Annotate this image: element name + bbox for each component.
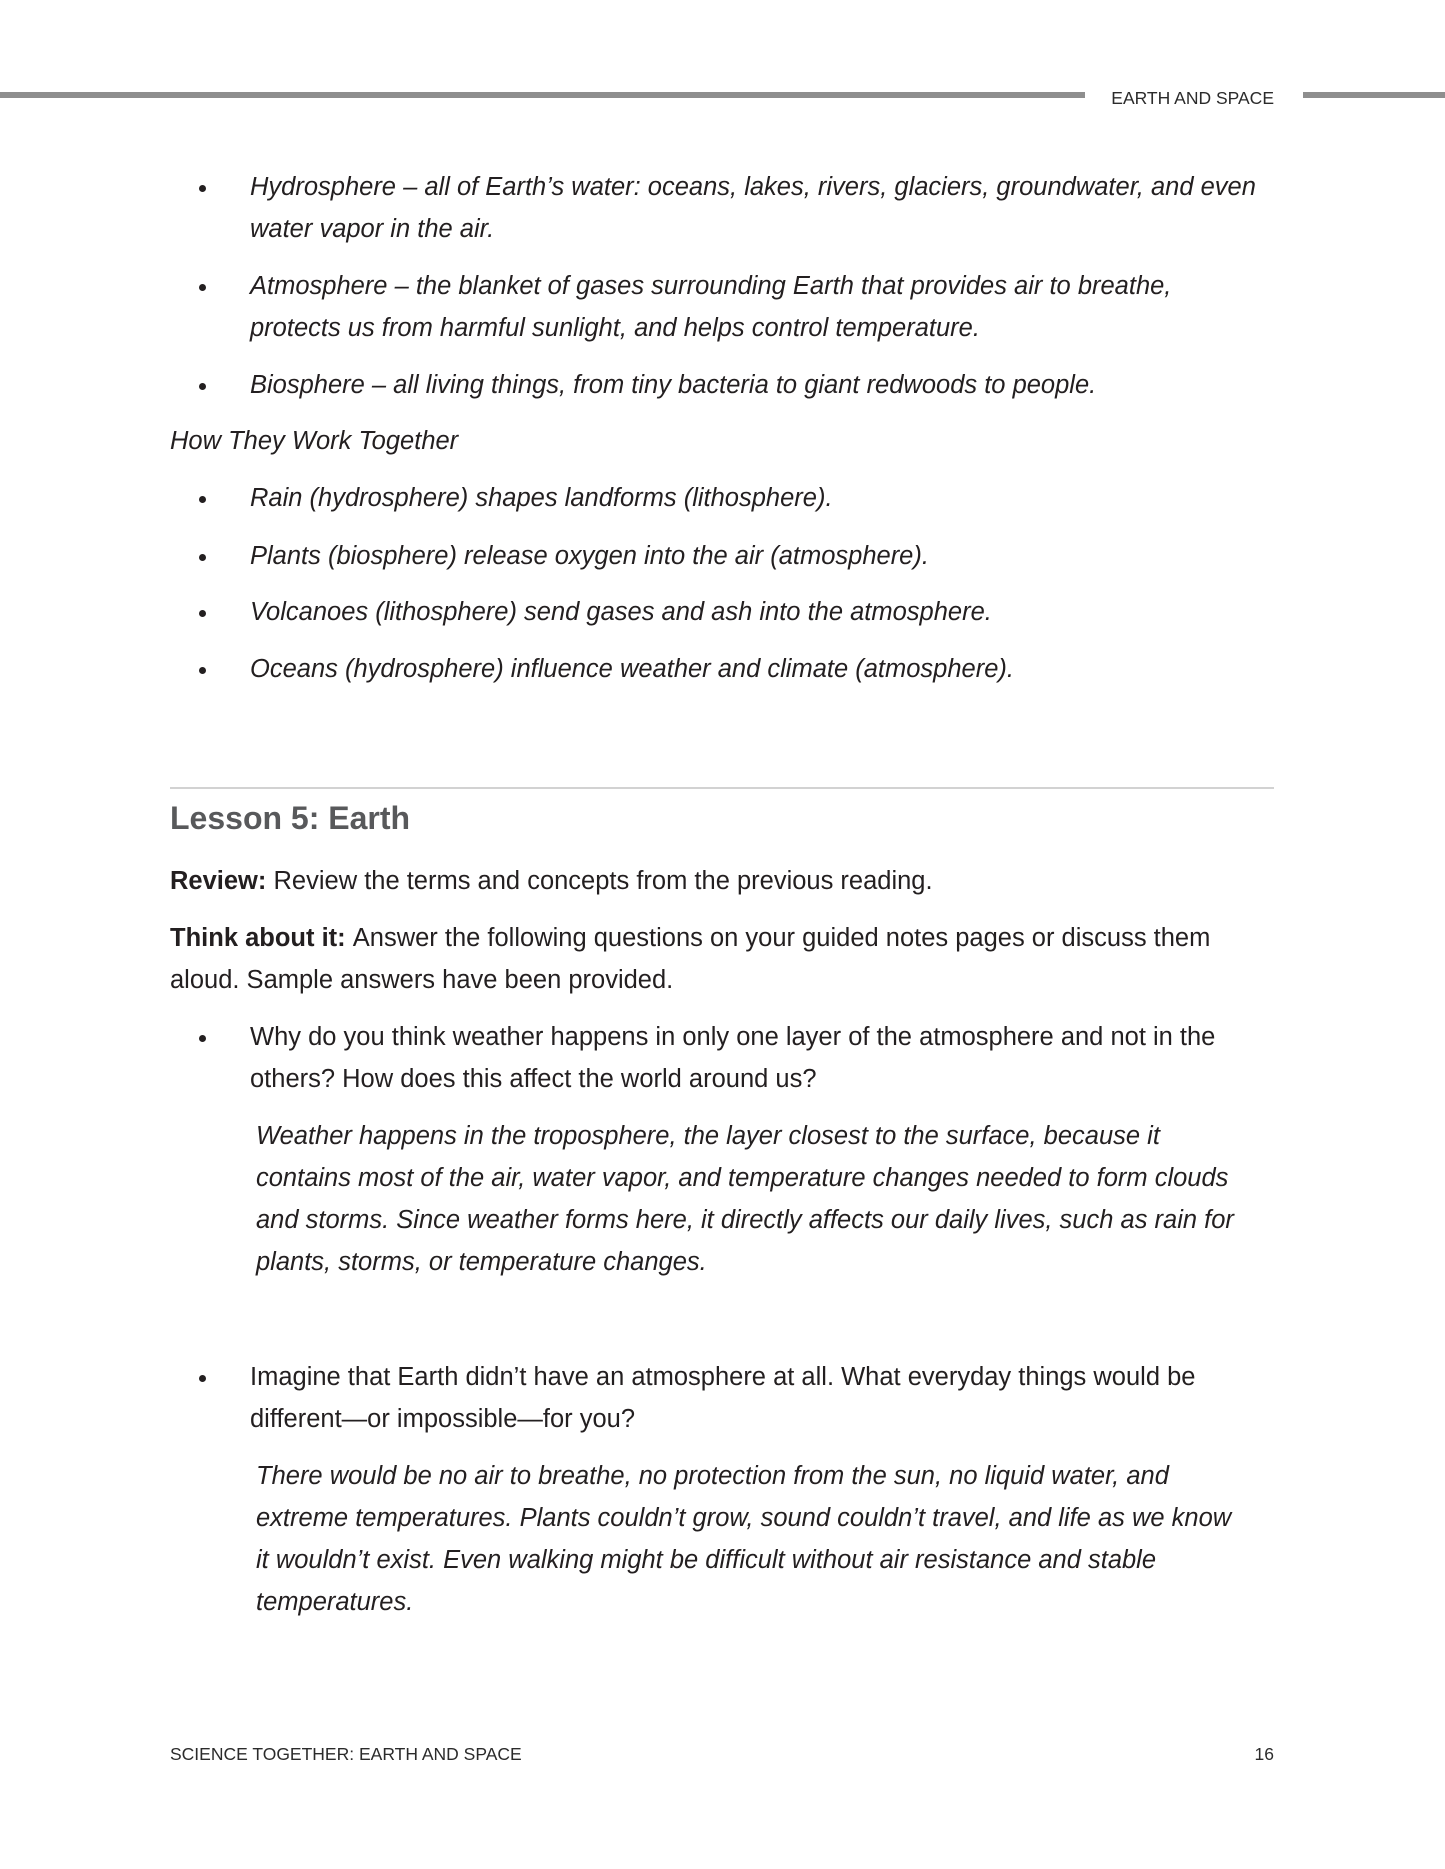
answer-text: extreme temperatures. Plants couldn’t grow, sound couldn’t travel, and life as we know — [256, 1504, 1232, 1532]
sample-answer — [256, 1455, 1231, 1623]
bullet-icon — [199, 496, 206, 503]
answer-text: it wouldn’t exist. Even walking might be difficult without air resistance and stable — [256, 1546, 1157, 1574]
list-item — [250, 265, 1171, 349]
list-item-text: Volcanoes (lithosphere) send gases and ash into the atmosphere. — [250, 598, 992, 626]
footer-book-title: SCIENCE TOGETHER: EARTH AND SPACE — [170, 1744, 522, 1764]
running-header: EARTH AND SPACE — [1111, 88, 1274, 108]
answer-text: temperatures. — [256, 1588, 414, 1616]
think-label: Think about it: — [170, 924, 346, 952]
list-item — [250, 477, 833, 519]
list-item — [250, 535, 929, 577]
section-divider — [170, 787, 1274, 789]
bullet-icon — [199, 284, 206, 291]
answer-text: plants, storms, or temperature changes. — [256, 1248, 707, 1276]
bullet-icon — [199, 185, 206, 192]
list-item-text: Hydrosphere – all of Earth’s water: oceans, lakes, rivers, glaciers, groundwater, and even — [250, 173, 1256, 201]
list-item — [250, 364, 1096, 406]
review-text: Review the terms and concepts from the previous reading. — [273, 867, 933, 895]
question-text: others? How does this affect the world around us? — [250, 1065, 817, 1093]
sample-answer — [256, 1115, 1234, 1283]
list-item — [250, 648, 1014, 690]
think-line — [170, 917, 1210, 959]
page-number: 16 — [1254, 1744, 1274, 1764]
think-text: Answer the following questions on your guided notes pages or discuss them — [352, 924, 1211, 952]
answer-text: contains most of the air, water vapor, and temperature changes needed to form clouds — [256, 1164, 1229, 1192]
question-item — [250, 1356, 1195, 1440]
list-item-text: Atmosphere – the blanket of gases surrounding Earth that provides air to breathe, — [250, 272, 1172, 300]
list-item-text: Oceans (hydrosphere) influence weather and climate (atmosphere). — [250, 655, 1014, 683]
bullet-icon — [199, 610, 206, 617]
lesson-title: Lesson 5: Earth — [170, 800, 411, 836]
bullet-icon — [199, 1375, 206, 1382]
subheading-text: How They Work Together — [170, 427, 459, 455]
list-item-text: Plants (biosphere) release oxygen into the air (atmosphere). — [250, 542, 929, 570]
bullet-icon — [199, 554, 206, 561]
list-item-text: water vapor in the air. — [250, 215, 495, 243]
list-item-text: protects us from harmful sunlight, and helps control temperature. — [250, 314, 980, 342]
list-item — [250, 591, 992, 633]
list-item-text: Biosphere – all living things, from tiny bacteria to giant redwoods to people. — [250, 371, 1097, 399]
header-rule-right — [1303, 92, 1445, 98]
review-line — [170, 860, 933, 902]
review-label: Review: — [170, 867, 267, 895]
answer-text: Weather happens in the troposphere, the layer closest to the surface, because it — [256, 1122, 1160, 1150]
answer-text: There would be no air to breathe, no protection from the sun, no liquid water, and — [256, 1462, 1169, 1490]
list-item-text: Rain (hydrosphere) shapes landforms (lithosphere). — [250, 484, 833, 512]
question-text: Imagine that Earth didn’t have an atmosphere at all. What everyday things would be — [250, 1363, 1196, 1391]
question-item — [250, 1016, 1215, 1100]
list-item — [250, 166, 1256, 250]
bullet-icon — [199, 667, 206, 674]
header-rule-left — [0, 92, 1085, 98]
section-subheading — [170, 420, 458, 462]
think-line: aloud. Sample answers have been provided. — [170, 966, 674, 994]
bullet-icon — [199, 1035, 206, 1042]
question-text: different—or impossible—for you? — [250, 1405, 636, 1433]
answer-text: and storms. Since weather forms here, it directly affects our daily lives, such as rain for — [256, 1206, 1234, 1234]
question-text: Why do you think weather happens in only one layer of the atmosphere and not in the — [250, 1023, 1216, 1051]
bullet-icon — [199, 383, 206, 390]
think-about-it-paragraph — [170, 917, 1210, 1001]
review-paragraph — [170, 860, 933, 902]
